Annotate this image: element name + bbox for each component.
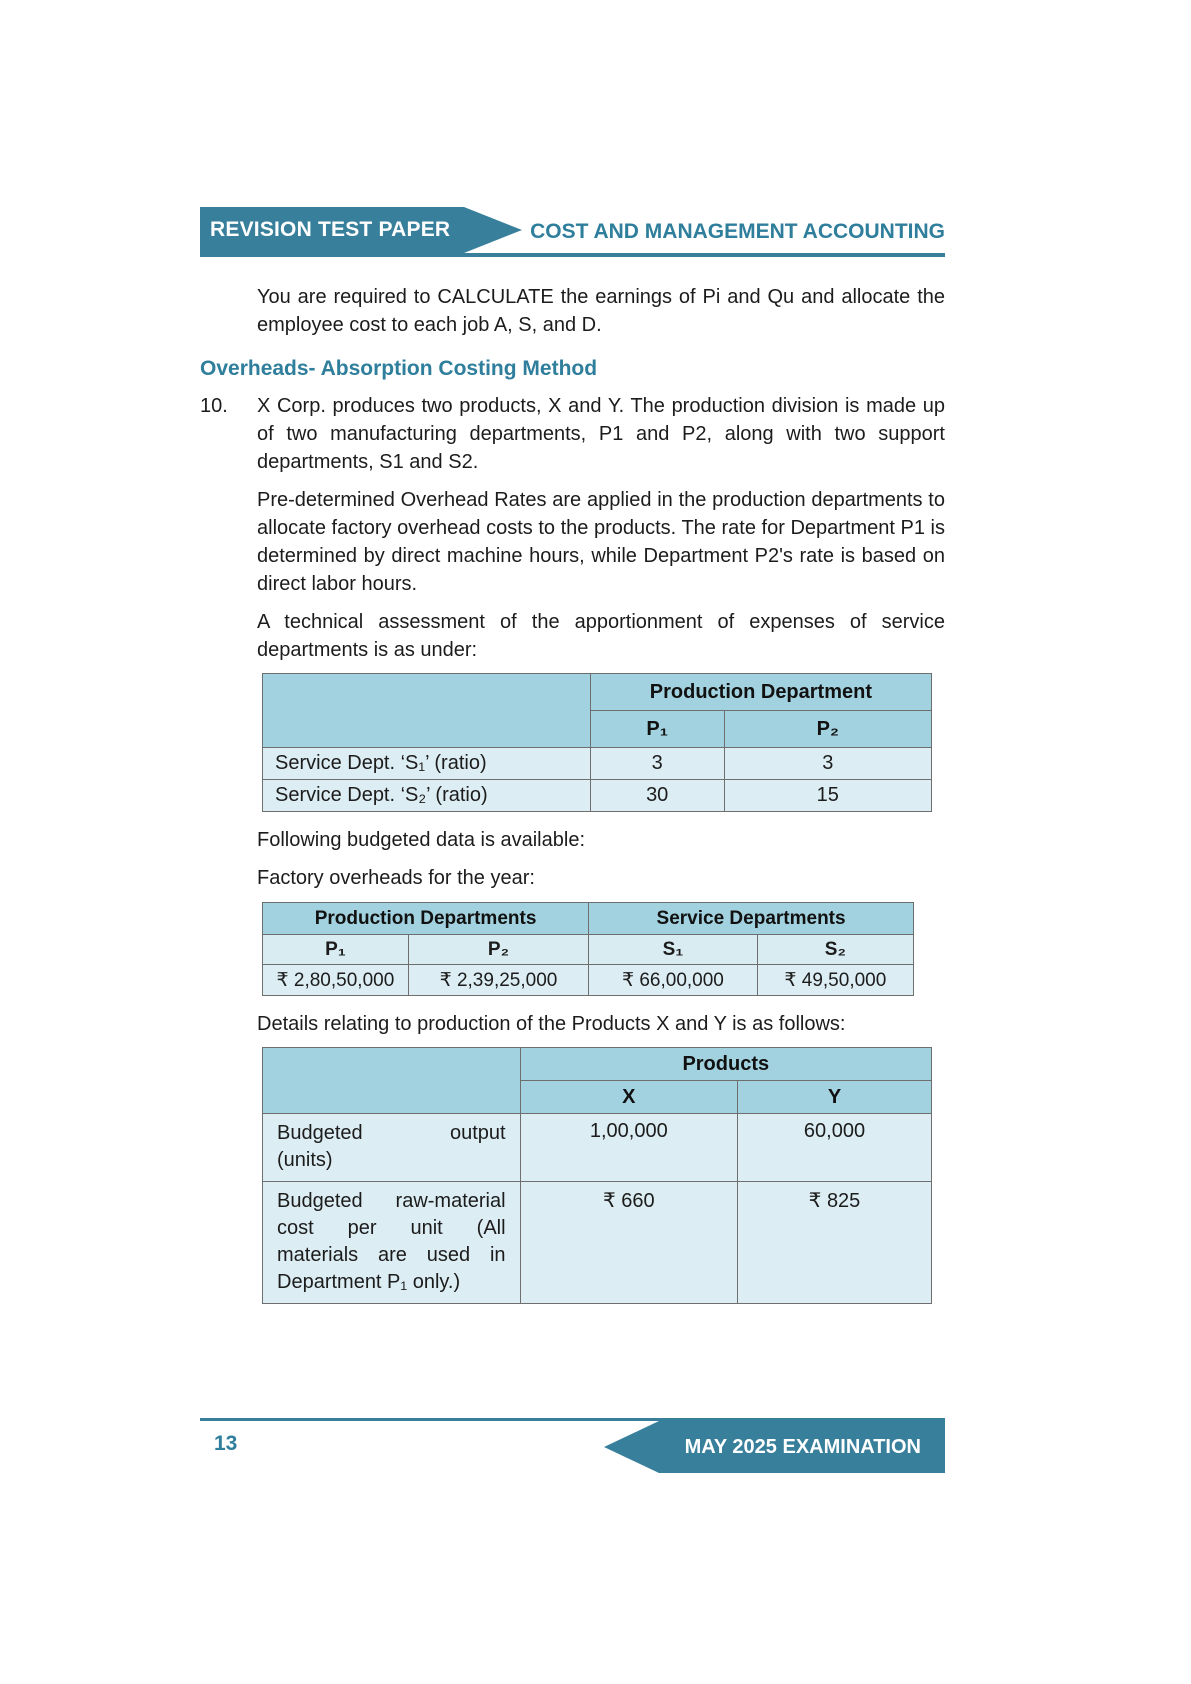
cell-value: ₹ 49,50,000	[757, 965, 913, 996]
row-label: Service Dept. ‘S₁’ (ratio)	[263, 748, 591, 780]
table-row	[263, 1048, 932, 1081]
page-footer	[200, 1418, 945, 1478]
table-row	[263, 748, 932, 780]
column-header-s1: S₁	[589, 935, 758, 965]
section-heading: Overheads- Absorption Costing Method	[200, 357, 598, 380]
question-paragraph-2: Pre-determined Overhead Rates are applied in the production departments to allocate factory overhead costs to the products. The rate for Department P1 is determined by direct machine hours, while Department P2's rate is based on direct labor hours.	[257, 489, 945, 595]
may-2025-examination-banner	[659, 1421, 945, 1473]
budgeted-data-line: Following budgeted data is available:	[257, 829, 585, 851]
factory-overheads-table	[262, 902, 914, 996]
group-header-production-department: Production Department	[590, 674, 931, 711]
cell-value: 3	[724, 748, 931, 780]
row-label-line2: (units)	[277, 1149, 333, 1171]
row-label: Service Dept. ‘S₂’ (ratio)	[263, 780, 591, 812]
products-table	[262, 1047, 932, 1304]
revision-test-paper-banner	[200, 207, 464, 253]
cell-value: 1,00,000	[520, 1114, 737, 1182]
blank-header-cell	[263, 674, 591, 748]
column-header-p1: P₁	[590, 711, 724, 748]
table-row	[263, 935, 914, 965]
intro-paragraph: You are required to CALCULATE the earnings of Pi and Qu and allocate the employee cost to each job A, S, and D.	[257, 286, 945, 336]
cell-value: 30	[590, 780, 724, 812]
question-paragraph-1: X Corp. produces two products, X and Y. The production division is made up of two manufacturing departments, P1 and P2, along with two support departments, S1 and S2.	[257, 395, 945, 473]
question-item-10	[200, 392, 945, 476]
row-label-line1: Budgeted output	[277, 1122, 506, 1144]
table-row	[263, 903, 914, 935]
main-content	[200, 283, 945, 1304]
cell-value: ₹ 825	[737, 1182, 931, 1304]
details-production-line: Details relating to production of the Products X and Y is as follows:	[257, 1013, 846, 1035]
column-header-p1: P₁	[263, 935, 409, 965]
cell-value: ₹ 66,00,000	[589, 965, 758, 996]
column-header-x: X	[520, 1081, 737, 1114]
table-row	[263, 1114, 932, 1182]
column-header-y: Y	[737, 1081, 931, 1114]
apportionment-table	[262, 673, 932, 812]
table-row	[263, 780, 932, 812]
question-number: 10.	[200, 395, 228, 417]
document-title: COST AND MANAGEMENT ACCOUNTING	[530, 220, 945, 243]
group-header-service-departments: Service Departments	[589, 903, 914, 935]
cell-value: ₹ 2,80,50,000	[263, 965, 409, 996]
blank-header-cell	[263, 1048, 521, 1114]
group-header-production-departments: Production Departments	[263, 903, 589, 935]
cell-value: 15	[724, 780, 931, 812]
group-header-products: Products	[520, 1048, 931, 1081]
cell-value: 3	[590, 748, 724, 780]
column-header-s2: S₂	[757, 935, 913, 965]
table-row	[263, 674, 932, 711]
table-row	[263, 965, 914, 996]
column-header-p2: P₂	[408, 935, 588, 965]
table-row	[263, 1182, 932, 1304]
factory-overheads-line: Factory overheads for the year:	[257, 867, 535, 889]
banner-arrow-icon	[464, 207, 522, 253]
column-header-p2: P₂	[724, 711, 931, 748]
page-number: 13	[214, 1432, 238, 1455]
banner-label: REVISION TEST PAPER	[210, 218, 451, 241]
row-label	[263, 1114, 521, 1182]
cell-value: 60,000	[737, 1114, 931, 1182]
question-paragraph-3: A technical assessment of the apportionment of expenses of service departments is as under:	[257, 611, 945, 661]
footer-banner-label: MAY 2025 EXAMINATION	[684, 1435, 921, 1458]
cell-value: ₹ 660	[520, 1182, 737, 1304]
cell-value: ₹ 2,39,25,000	[408, 965, 588, 996]
page-header	[200, 207, 945, 257]
row-label: Budgeted raw-material cost per unit (All materials are used in Department P₁ only.)	[263, 1182, 521, 1304]
header-rule	[200, 253, 945, 257]
banner-arrow-icon	[604, 1421, 659, 1473]
